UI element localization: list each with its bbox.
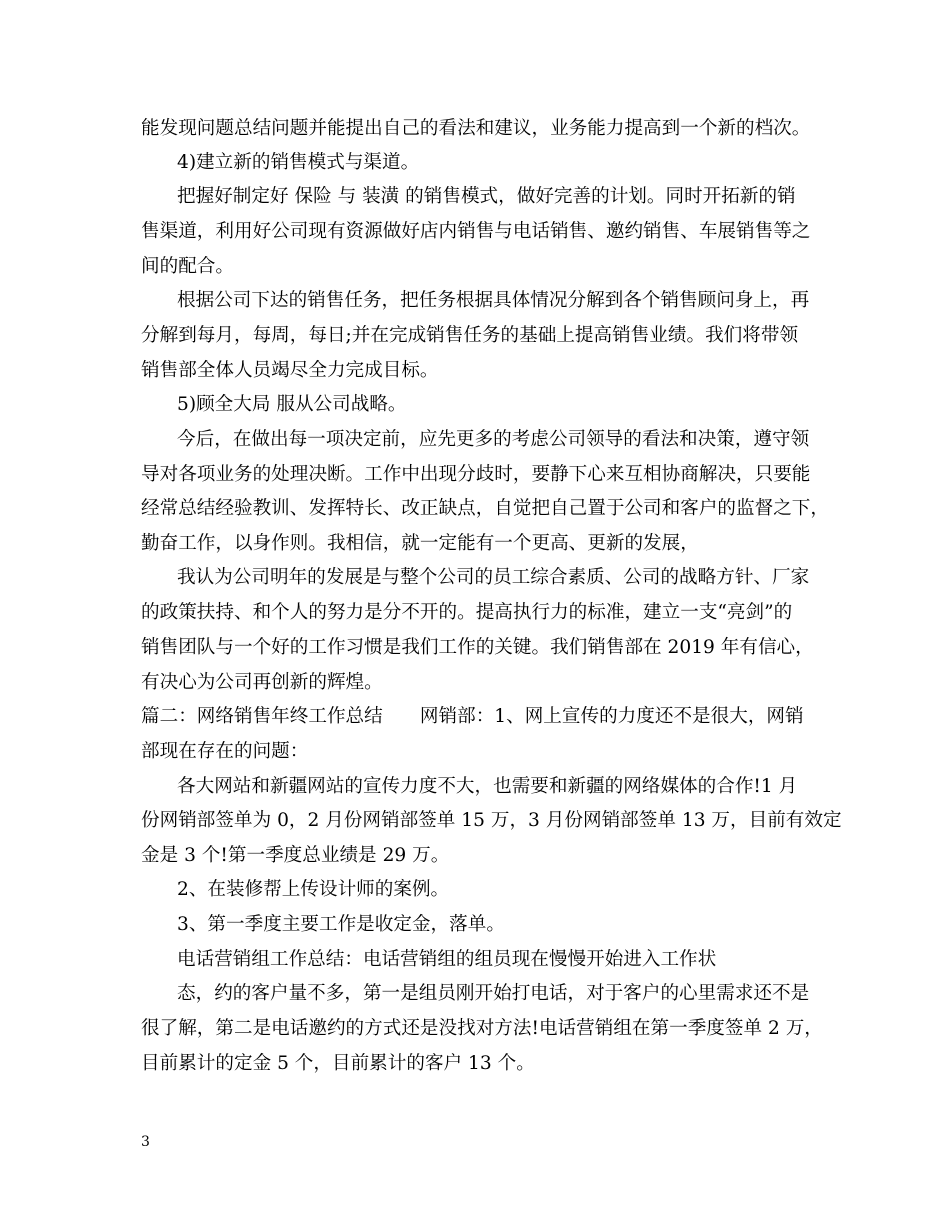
paragraph-line: 根据公司下达的销售任务，把任务根据具体情况分解到各个销售顾问身上，再: [177, 290, 810, 311]
paragraph-line: 把握好制定好 保险 与 装潢 的销售模式，做好完善的计划。同时开拓新的销: [177, 186, 796, 207]
paragraph-line: 今后，在做出每一项决定前，应先更多的考虑公司领导的看法和决策，遵守领: [177, 429, 810, 450]
paragraph-line: 销售团队与一个好的工作习惯是我们工作的关键。我们销售部在 2019 年有信心，: [141, 637, 814, 658]
paragraph-line: 勤奋工作，以身作则。我相信，就一定能有一个更高、更新的发展，: [141, 533, 699, 554]
paragraph-line: 很了解，第二是电话邀约的方式还是没找对方法!电话营销组在第一季度签单 2 万，: [141, 1018, 823, 1039]
paragraph-line: 有决心为公司再创新的辉煌。: [141, 672, 383, 693]
paragraph-line: 的政策扶持、和个人的努力是分不开的。提高执行力的标准，建立一支“亮剑”的: [141, 602, 793, 623]
paragraph-line: 售渠道，利用好公司现有资源做好店内销售与电话销售、邀约销售、车展销售等之: [141, 221, 811, 242]
paragraph-line: 金是 3 个!第一季度总业绩是 29 万。: [141, 845, 450, 866]
paragraph-line: 电话营销组工作总结：电话营销组的组员现在慢慢开始进入工作状: [177, 949, 717, 970]
list-item: 2、在装修帮上传设计师的案例。: [177, 879, 450, 900]
section-heading: 5)顾全大局 服从公司战略。: [177, 394, 407, 415]
paragraph-line: 各大网站和新疆网站的宣传力度不大，也需要和新疆的网络媒体的合作!1 月: [177, 776, 798, 797]
paragraph-line: 分解到每月，每周，每日;并在完成销售任务的基础上提高销售业绩。我们将带领: [141, 325, 799, 346]
page-number: 3: [141, 1134, 150, 1150]
paragraph-line: 目前累计的定金 5 个，目前累计的客户 13 个。: [141, 1053, 535, 1074]
list-item: 3、第一季度主要工作是收定金，落单。: [177, 914, 505, 935]
paragraph-line: 能发现问题总结问题并能提出自己的看法和建议，业务能力提高到一个新的档次。: [141, 118, 811, 139]
paragraph-line: 部现在存在的问题：: [141, 741, 309, 762]
paragraph-line: 态，约的客户量不多，第一是组员刚开始打电话，对于客户的心里需求还不是: [177, 983, 810, 1004]
paragraph-line: 经常总结经验教训、发挥特长、改正缺点，自觉把自己置于公司和客户的监督之下，: [141, 498, 829, 519]
paragraph-line: 间的配合。: [141, 256, 234, 277]
paragraph-line: 我认为公司明年的发展是与整个公司的员工综合素质、公司的战略方针、厂家: [177, 567, 810, 588]
paragraph-line: 导对各项业务的处理决断。工作中出现分歧时，要静下心来互相协商解决，只要能: [141, 464, 811, 485]
chapter-heading: 篇二：网络销售年终工作总结 网销部：1、网上宣传的力度还不是很大，网销: [141, 706, 804, 727]
section-heading: 4)建立新的销售模式与渠道。: [177, 152, 420, 173]
paragraph-line: 销售部全体人员竭尽全力完成目标。: [141, 360, 439, 381]
paragraph-line: 份网销部签单为 0，2 月份网销部签单 15 万，3 月份网销部签单 13 万，目前有效定: [141, 810, 842, 831]
